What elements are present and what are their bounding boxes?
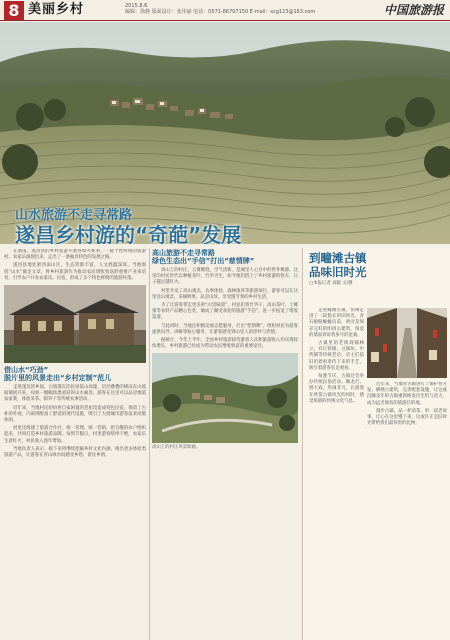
article-paragraph: 为了让游客带走更多的“山里味道”，村民们将竹笋干、高山茶叶、土蜂蜜等农特产品精心包装，做成了颇受欢迎的旅游“手信”，进一步拓宽了增收渠道。 <box>152 303 298 321</box>
feature-title: 到疃滩古镇 <box>309 251 367 265</box>
article-paragraph: 村里开发了高山观光、农事体验、森林康养等旅游项目，游客可以在这里登山观景、采摘野果、品尝山珍，享受慢节奏的乡村生活。 <box>152 288 298 300</box>
issue-date: 2015.8.6 <box>125 3 148 9</box>
story-paragraph: 近年来，当地村民纷纷将自家闲置的老屋改造成特色民宿，保留了古朴的外观，内部则配备了舒适的现代设施，吸引了大批城市游客前来度假休闲。 <box>4 405 146 424</box>
wooden-house-photo <box>4 285 146 363</box>
page-header <box>0 0 450 21</box>
middle-column <box>152 249 298 640</box>
old-town-photo <box>367 308 447 378</box>
highland-village-photo <box>152 353 298 443</box>
intro-paragraph: 在浙南，遂昌县的乡村旅游开展得如火如荼，一批个性鲜明的旅游村、农家乐涌现出来，走出了一条独具特色的发展之路。 <box>4 249 146 261</box>
column-divider <box>149 248 150 640</box>
feature-paragraph: 古镇里的老街商铺林立，有打铁铺、豆腐坊、中药铺等传统老店，店主们依旧用着祖辈传下来的手艺，吸引着游客驻足观看。 <box>309 341 364 371</box>
feature-paragraph: 每逢节庆，古镇还会举办传统民俗活动，舞龙灯、唱大戏，热闹非凡，让游客在欣赏古镇风光的同时，感受浓郁的传统文化气息。 <box>309 374 364 404</box>
intro-paragraph: 遂昌县地处浙西南山区，生态资源丰富，人文底蕴深厚。当地围绕“山水”做足文章，将乡村旅游作为推动农民增收致富的重要产业来培育，引导农户开办农家乐、民宿，形成了多个特色鲜明的旅游村落。 <box>4 263 146 281</box>
ancient-street-photo <box>367 308 447 378</box>
article-paragraph: 据统计，今年上半年，全县乡村旅游接待游客人次和旅游收入均实现较快增长，乡村旅游已经成为带动农民增收致富的重要途径。 <box>152 338 298 350</box>
article-paragraph: 高山上的村庄，云雾缭绕，空气清新，是城里人心目中的世外桃源。这里的村民世代以种植茶叶、竹笋为生，如今他们搭上了乡村旅游的快车，日子越过越红火。 <box>152 268 298 286</box>
left-column <box>4 249 146 640</box>
newspaper-masthead: 中国旅游报 <box>383 3 444 17</box>
feature-byline: □本报记者 刘毅 文/摄 <box>309 281 353 286</box>
hero-photo <box>0 22 450 244</box>
article-paragraph: 与此同时，当地还积极发展志愿服务，打出“慈情牌”，组织村民为游客提供向导、讲解等贴心服务，让游客感受到山里人的淳朴与热情。 <box>152 323 298 335</box>
hero-kicker: 山水旅游不走寻常路 <box>15 208 133 223</box>
feature-title: 品味旧时光 <box>309 265 367 279</box>
page-number: 8 <box>4 1 24 20</box>
village-photo <box>4 285 146 363</box>
photo-caption: 高山上的村庄风景如画。 <box>152 445 201 451</box>
feature-paragraph: 漫步古镇，品一杯清茶，听一段老故事，让心在这里慢下来，这或许正是旧时光带给我们最珍贵的礼物。 <box>367 408 447 427</box>
section-title: 美丽乡村 <box>28 2 85 17</box>
story-paragraph: 走进遂昌的乡间，白墙黛瓦的民居依山而建，层层叠叠的梯田在山坡间铺展开来，宛如一幅幅浓墨重彩的山水画卷。游客在这里可以品尝地道农家菜，体验采茶、制笋干等传统农事活动。 <box>4 385 146 403</box>
article-subtitle: 绿色生态出“手信”打出“慈情牌” <box>152 257 255 265</box>
feature-column-right <box>367 382 447 634</box>
editor-contact: 编辑：徐静 版面设计：张伟丽 电话：0571-86707150 E-mail：scg123@163.com <box>125 9 316 15</box>
article-title: 高山旅游不走寻常路 <box>152 249 215 257</box>
header-meta <box>125 3 315 15</box>
highland-photo <box>152 353 298 443</box>
feature-paragraph: 近年来，当地对古镇进行了保护性开发，修缮古建筑，完善配套设施，让这座沉睡多年的古镇重新焕发出生机与活力，成为远近闻名的旅游目的地。 <box>367 382 447 406</box>
feature-paragraph: 走进疃滩古镇，仿佛走进了一段悠长的旧时光。青石板路蜿蜒向前，两旁是保存完好的明清古建筑，斑驳的墙面诉说着岁月的沧桑。 <box>309 308 364 338</box>
feature-column-left <box>309 308 364 634</box>
story-paragraph: 村里还组建了旅游合作社，统一管理、统一营销，把分散的农户组织起来，共同打造乡村旅游品牌。每到节假日，村里游客络绎不绝，农家乐生意红火，村民收入逐年增加。 <box>4 426 146 444</box>
story-subtitle: 脱片里的风景走出“乡村定制”范儿 <box>4 374 112 383</box>
story-paragraph: 当地负责人表示，接下来将继续挖掘乡村文化内涵，推出更多体验类旅游产品，让游客在青山绿水间感受乡愁，留住乡情。 <box>4 446 146 459</box>
sidebar-feature <box>302 248 450 640</box>
story-title: 借山水“巧劲” <box>4 366 49 375</box>
hero-headline: 遂昌乡村游的“奇葩”发展 <box>15 223 242 244</box>
